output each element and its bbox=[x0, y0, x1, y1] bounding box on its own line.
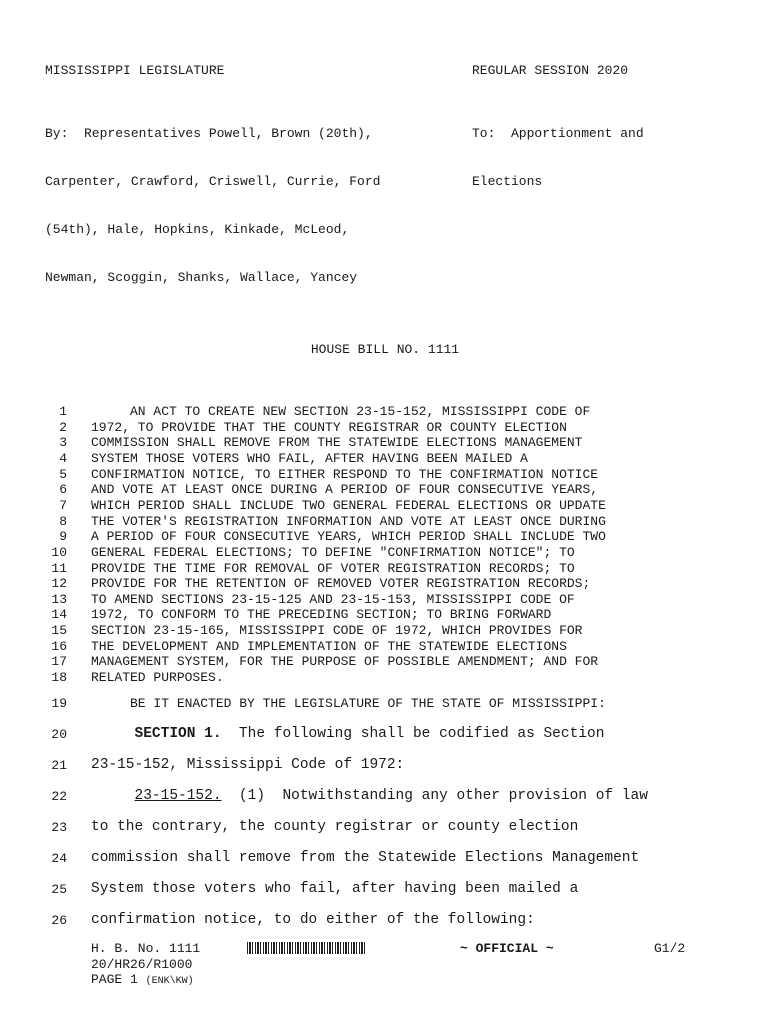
line-number: 14 bbox=[51, 607, 67, 623]
act-line-text: TO AMEND SECTIONS 23-15-125 AND 23-15-153, MISSISSIPPI CODE OF bbox=[91, 591, 575, 607]
act-line-text: MANAGEMENT SYSTEM, FOR THE PURPOSE OF POSSIBLE AMENDMENT; AND FOR bbox=[91, 654, 599, 670]
section-1-label: SECTION 1. bbox=[134, 726, 222, 742]
body-text: (1) Notwithstanding any other provision of law bbox=[221, 788, 648, 804]
line-number: 8 bbox=[59, 513, 67, 529]
act-line-text: WHICH PERIOD SHALL INCLUDE TWO GENERAL FEDERAL ELECTIONS OR UPDATE bbox=[91, 497, 606, 513]
line-number: 25 bbox=[51, 882, 67, 897]
section-1-line bbox=[91, 726, 604, 742]
line-number: 5 bbox=[59, 466, 67, 482]
line-number: 24 bbox=[51, 851, 67, 866]
act-line-text: SECTION 23-15-165, MISSISSIPPI CODE OF 1972, WHICH PROVIDES FOR bbox=[91, 623, 583, 639]
session-label: REGULAR SESSION 2020 bbox=[472, 63, 629, 78]
enacting-clause: BE IT ENACTED BY THE LEGISLATURE OF THE STATE OF MISSISSIPPI: bbox=[91, 696, 606, 711]
act-line-text: RELATED PURPOSES. bbox=[91, 670, 224, 686]
line-number: 1 bbox=[59, 404, 67, 419]
act-line-text: PROVIDE THE TIME FOR REMOVAL OF VOTER REGISTRATION RECORDS; TO bbox=[91, 560, 575, 576]
body-text: to the contrary, the county registrar or county election bbox=[91, 819, 579, 835]
line-number: 13 bbox=[51, 591, 67, 607]
line-number: 19 bbox=[51, 696, 67, 711]
act-line-text: GENERAL FEDERAL ELECTIONS; TO DEFINE "CONFIRMATION NOTICE"; TO bbox=[91, 544, 575, 560]
act-line-text: PROVIDE FOR THE RETENTION OF REMOVED VOTER REGISTRATION RECORDS; bbox=[91, 576, 591, 592]
committee bbox=[472, 94, 644, 206]
sponsors-line: By: Representatives Powell, Brown (20th), bbox=[45, 126, 373, 141]
line-number: 12 bbox=[51, 576, 67, 592]
page-label: PAGE 1 bbox=[91, 972, 138, 987]
sponsors bbox=[45, 94, 380, 302]
body-text: 23-15-152, Mississippi Code of 1972: bbox=[91, 757, 405, 773]
act-line-text: AND VOTE AT LEAST ONCE DURING A PERIOD OF FOUR CONSECUTIVE YEARS, bbox=[91, 482, 599, 498]
section-1-text: The following shall be codified as Section bbox=[221, 726, 605, 742]
line-number: 23 bbox=[51, 820, 67, 835]
line-number: 2 bbox=[59, 419, 67, 435]
act-line-text: THE VOTER'S REGISTRATION INFORMATION AND VOTE AT LEAST ONCE DURING bbox=[91, 513, 606, 529]
act-line-text: AN ACT TO CREATE NEW SECTION 23-15-152, MISSISSIPPI CODE OF bbox=[91, 404, 591, 419]
act-line-text: SYSTEM THOSE VOTERS WHO FAIL, AFTER HAVING BEEN MAILED A bbox=[91, 450, 528, 466]
indent bbox=[91, 726, 135, 742]
barcode-image bbox=[247, 942, 367, 954]
sponsors-line: (54th), Hale, Hopkins, Kinkade, McLeod, bbox=[45, 222, 350, 237]
legislature-name: MISSISSIPPI LEGISLATURE bbox=[45, 63, 225, 78]
section-ref: 23-15-152. bbox=[134, 788, 222, 804]
page-code: G1/2 bbox=[654, 941, 686, 956]
line-number: 21 bbox=[51, 758, 67, 773]
sponsors-line: Newman, Scoggin, Shanks, Wallace, Yancey bbox=[45, 270, 358, 285]
bill-title: HOUSE BILL NO. 1111 bbox=[310, 342, 460, 357]
line-number: 22 bbox=[51, 789, 67, 804]
act-line-text: 1972, TO PROVIDE THAT THE COUNTY REGISTRAR OR COUNTY ELECTION bbox=[91, 419, 567, 435]
indent bbox=[91, 788, 135, 804]
act-line-text: 1972, TO CONFORM TO THE PRECEDING SECTION; TO BRING FORWARD bbox=[91, 607, 552, 623]
committee-line: To: Apportionment and bbox=[472, 126, 644, 141]
line-number: 17 bbox=[51, 654, 67, 670]
line-number: 7 bbox=[59, 497, 67, 513]
body-text: System those voters who fail, after having been mailed a bbox=[91, 881, 579, 897]
act-line-text: CONFIRMATION NOTICE, TO EITHER RESPOND TO THE CONFIRMATION NOTICE bbox=[91, 466, 599, 482]
sponsors-line: Carpenter, Crawford, Criswell, Currie, Ford bbox=[45, 174, 381, 189]
line-number: 26 bbox=[51, 913, 67, 928]
committee-line: Elections bbox=[472, 174, 543, 189]
line-number: 10 bbox=[51, 544, 67, 560]
page-number bbox=[91, 972, 194, 990]
line-number: 9 bbox=[59, 529, 67, 545]
drafter-initials: (ENK\KW) bbox=[145, 976, 194, 987]
act-line-text: COMMISSION SHALL REMOVE FROM THE STATEWIDE ELECTIONS MANAGEMENT bbox=[91, 435, 583, 451]
footer-bill-no: H. B. No. 1111 bbox=[91, 941, 201, 956]
line-number: 20 bbox=[51, 727, 67, 742]
body-text: confirmation notice, to do either of the following: bbox=[91, 912, 535, 928]
line-number: 18 bbox=[51, 670, 67, 686]
line-number: 6 bbox=[59, 482, 67, 498]
body-text: commission shall remove from the Statewide Elections Management bbox=[91, 850, 640, 866]
act-line-text: A PERIOD OF FOUR CONSECUTIVE YEARS, WHICH PERIOD SHALL INCLUDE TWO bbox=[91, 529, 606, 545]
line-number: 15 bbox=[51, 623, 67, 639]
act-line-text: THE DEVELOPMENT AND IMPLEMENTATION OF THE STATEWIDE ELECTIONS bbox=[91, 638, 567, 654]
line-number: 16 bbox=[51, 638, 67, 654]
official-label: ~ OFFICIAL ~ bbox=[460, 941, 554, 956]
section-heading-line bbox=[91, 788, 648, 804]
line-number: 11 bbox=[51, 560, 67, 576]
line-number: 4 bbox=[59, 450, 67, 466]
line-number: 3 bbox=[59, 435, 67, 451]
draft-code: 20/HR26/R1000 bbox=[91, 957, 193, 972]
